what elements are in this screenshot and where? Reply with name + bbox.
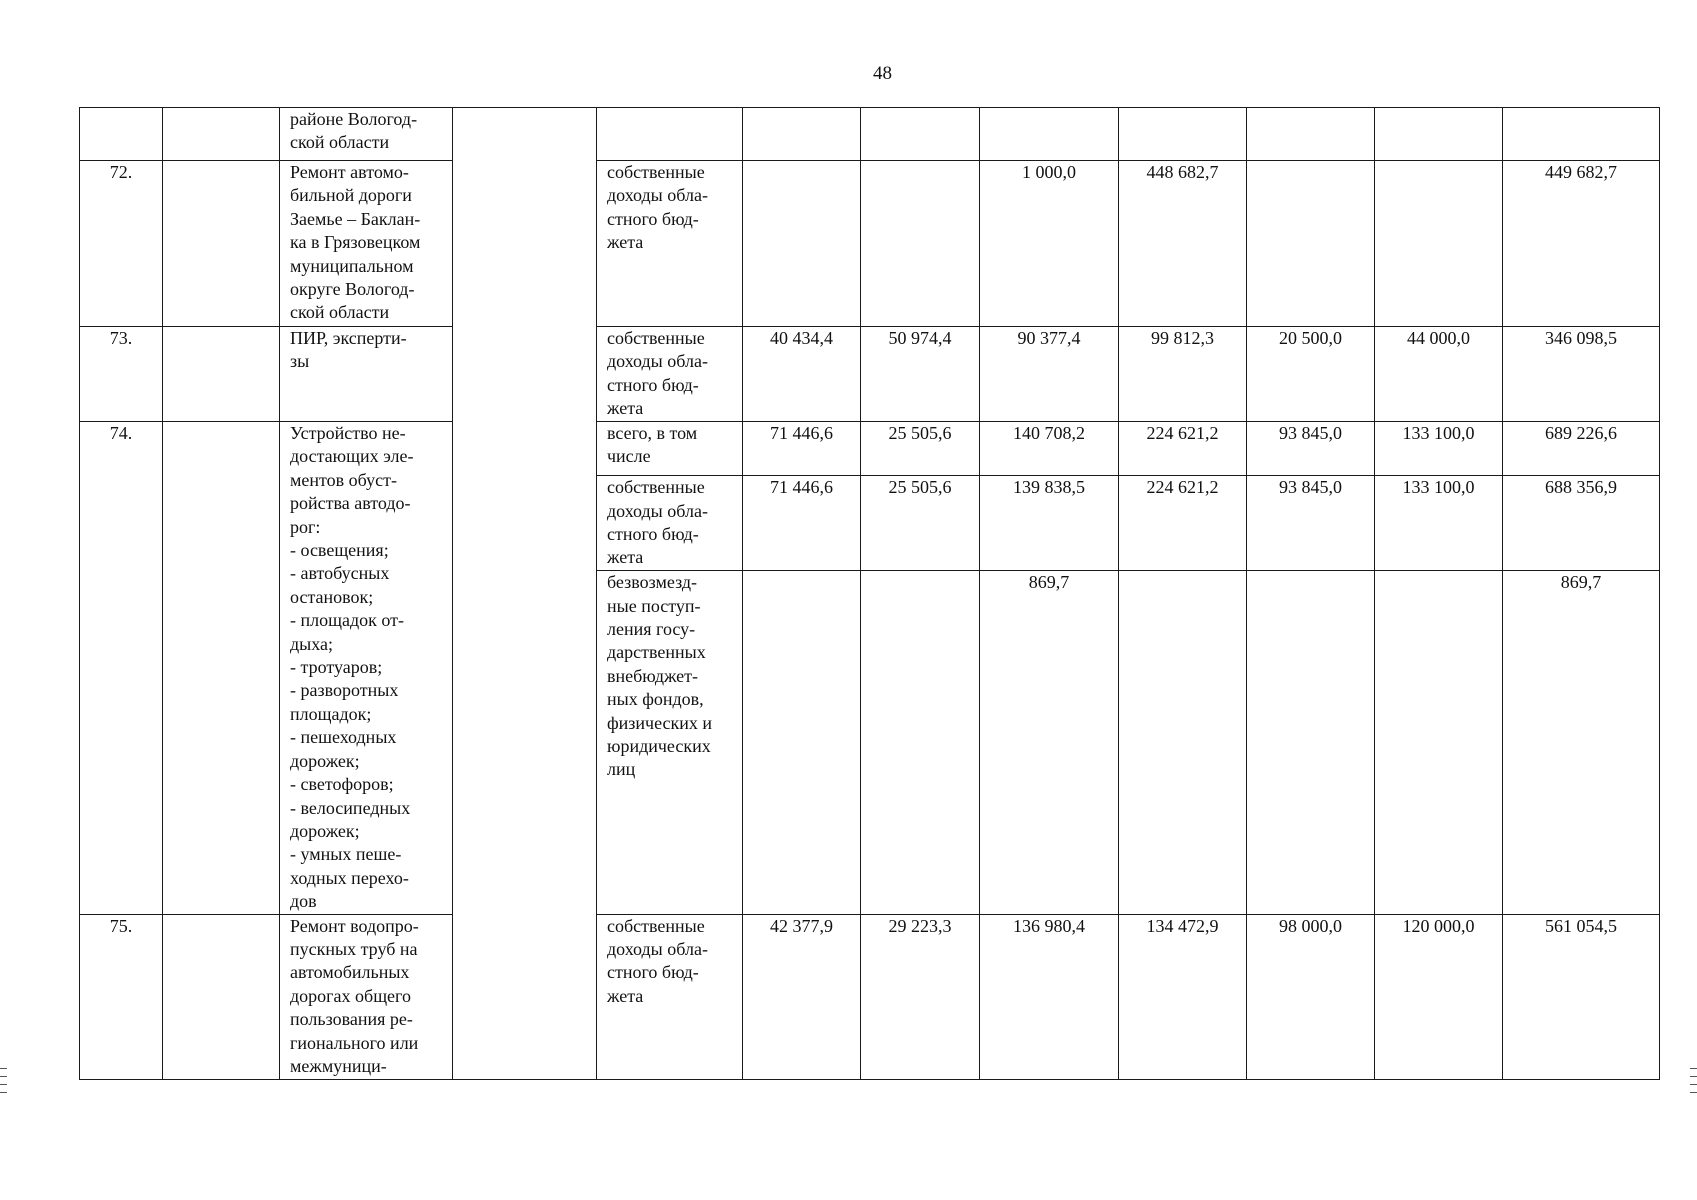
value-cell: 134 472,9	[1119, 914, 1247, 1079]
value-cell: 44 000,0	[1375, 327, 1503, 422]
value-cell: 224 621,2	[1119, 476, 1247, 571]
value-cell: 140 708,2	[980, 422, 1119, 476]
value-cell: 25 505,6	[861, 422, 980, 476]
event-name-cell: Ремонт автомо- бильной дороги Заемье – Баклан- ка в Грязовецком муниципальном округе Вологод- ской области	[280, 161, 453, 327]
value-cell: 40 434,4	[743, 327, 861, 422]
value-cell: 71 446,6	[743, 422, 861, 476]
margin-mark	[0, 1092, 7, 1093]
margin-mark	[1690, 1068, 1697, 1069]
value-cell: 25 505,6	[861, 476, 980, 571]
value-cell	[1247, 108, 1375, 161]
funding-source-cell: собственные доходы обла- стного бюд- жета	[597, 914, 743, 1079]
row-number: 72.	[80, 161, 163, 327]
margin-mark	[1690, 1084, 1697, 1085]
budget-table	[79, 107, 1660, 1080]
event-name-cell: Устройство не- достающих эле- ментов обуст- ройства автодо- рог: - освещения; - автобусных остановок; - площадок от- дыха; - тротуаров; - разворотных площадок; - пешеходных дорожек; - светофоров; - велосипедных дорожек; - умных пеше- ходных перехо- дов	[280, 422, 453, 915]
value-cell	[1375, 571, 1503, 914]
margin-mark	[1690, 1092, 1697, 1093]
funding-source-cell: безвозмезд- ные поступ- ления госу- дарственных внебюджет- ных фондов, физических и юридических лиц	[597, 571, 743, 914]
value-cell: 136 980,4	[980, 914, 1119, 1079]
code-cell	[163, 161, 280, 327]
value-cell	[861, 571, 980, 914]
value-cell	[980, 108, 1119, 161]
code-cell	[163, 422, 280, 915]
table-row	[80, 108, 1660, 161]
margin-mark	[0, 1084, 7, 1085]
value-cell	[743, 161, 861, 327]
value-cell: 93 845,0	[1247, 476, 1375, 571]
funding-source-cell: собственные доходы обла- стного бюд- жета	[597, 327, 743, 422]
value-cell: 42 377,9	[743, 914, 861, 1079]
value-cell: 139 838,5	[980, 476, 1119, 571]
event-name-cell: Ремонт водопро- пускных труб на автомобильных дорогах общего пользования ре- гионального или межмуници-	[280, 914, 453, 1079]
value-cell: 90 377,4	[980, 327, 1119, 422]
value-cell	[1247, 571, 1375, 914]
funding-source-cell: всего, в том числе	[597, 422, 743, 476]
row-number: 75.	[80, 914, 163, 1079]
value-cell: 133 100,0	[1375, 422, 1503, 476]
total-cell: 449 682,7	[1503, 161, 1660, 327]
value-cell: 50 974,4	[861, 327, 980, 422]
value-cell: 93 845,0	[1247, 422, 1375, 476]
margin-mark	[0, 1076, 7, 1077]
total-cell: 688 356,9	[1503, 476, 1660, 571]
value-cell	[1375, 161, 1503, 327]
table-row	[80, 161, 1660, 327]
source-cell	[597, 108, 743, 161]
value-cell: 20 500,0	[1247, 327, 1375, 422]
funding-source-cell: собственные доходы обла- стного бюд- жета	[597, 161, 743, 327]
value-cell	[1247, 161, 1375, 327]
value-cell: 99 812,3	[1119, 327, 1247, 422]
total-cell: 689 226,6	[1503, 422, 1660, 476]
value-cell: 98 000,0	[1247, 914, 1375, 1079]
executor-cell	[453, 108, 597, 1080]
table-row	[80, 327, 1660, 422]
value-cell	[743, 571, 861, 914]
value-cell	[743, 108, 861, 161]
funding-source-cell: собственные доходы обла- стного бюд- жета	[597, 476, 743, 571]
total-cell: 561 054,5	[1503, 914, 1660, 1079]
value-cell: 133 100,0	[1375, 476, 1503, 571]
code-cell	[163, 327, 280, 422]
value-cell	[861, 161, 980, 327]
total-cell: 869,7	[1503, 571, 1660, 914]
number-cell	[80, 108, 163, 161]
event-name-cell: районе Вологод- ской области	[280, 108, 453, 161]
value-cell	[861, 108, 980, 161]
table-row	[80, 914, 1660, 1079]
code-cell	[163, 108, 280, 161]
value-cell	[1375, 108, 1503, 161]
row-number: 74.	[80, 422, 163, 915]
table-row	[80, 422, 1660, 476]
value-cell: 869,7	[980, 571, 1119, 914]
margin-mark	[1690, 1076, 1697, 1077]
page-number: 48	[873, 63, 892, 84]
value-cell: 224 621,2	[1119, 422, 1247, 476]
value-cell	[1119, 571, 1247, 914]
total-cell	[1503, 108, 1660, 161]
event-name-cell: ПИР, эксперти- зы	[280, 327, 453, 422]
value-cell	[1119, 108, 1247, 161]
value-cell: 120 000,0	[1375, 914, 1503, 1079]
code-cell	[163, 914, 280, 1079]
value-cell: 1 000,0	[980, 161, 1119, 327]
row-number: 73.	[80, 327, 163, 422]
value-cell: 448 682,7	[1119, 161, 1247, 327]
value-cell: 71 446,6	[743, 476, 861, 571]
margin-mark	[0, 1068, 7, 1069]
value-cell: 29 223,3	[861, 914, 980, 1079]
total-cell: 346 098,5	[1503, 327, 1660, 422]
